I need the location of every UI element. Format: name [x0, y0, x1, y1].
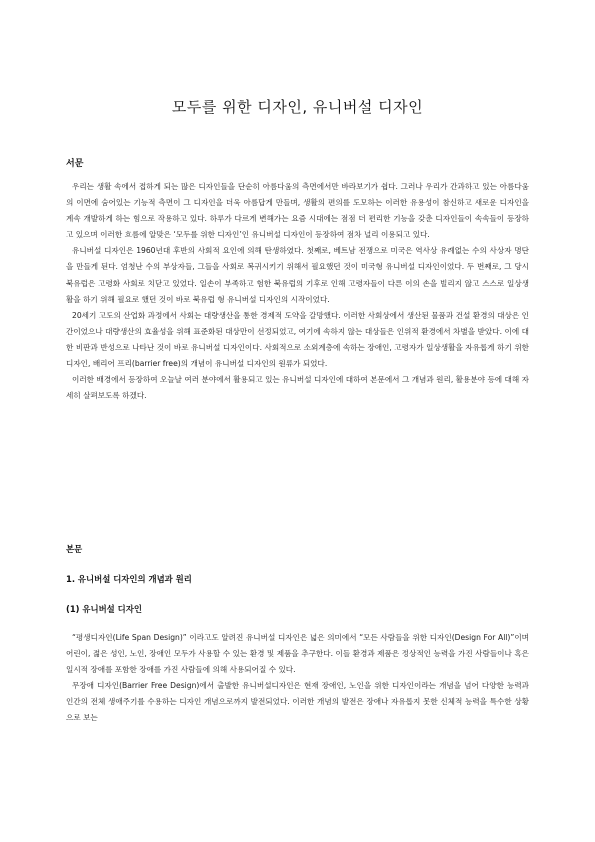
- intro-paragraph-4: 이러한 배경에서 등장하여 오늘날 여러 분야에서 활용되고 있는 유니버설 디자인에 대하여 본문에서 그 개념과 원리, 활용분야 등에 대해 자세히 살펴보도록 하겠다.: [66, 375, 529, 401]
- main-heading: 본문: [66, 544, 83, 554]
- section-1-body: [66, 630, 529, 727]
- subsection-1-heading: (1) 유니버설 디자인: [66, 604, 142, 614]
- intro-body: [66, 179, 529, 404]
- intro-paragraph-1: 우리는 생활 속에서 접하게 되는 많은 디자인들을 단순히 아름다움의 측면에서만 바라보기가 쉽다. 그러나 우리가 간과하고 있는 아름다움의 이면에 숨어있는 기능적 측면이 그 디자인을 더욱 아름답게 만들며, 생활의 편의를 도모하는 이러한 유용성이 참신하고 새로운 디자인을 계속 개발하게 하는 힘으로 작용하고 있다. 하루가 다르게 변해가는 요즘 시대에는 점점 더 편리한 기능을 갖춘 디자인들이 속속들이 등장하고 있으며 이러한 흐름에 알맞은 ‘모두를 위한 디자인’인 유니버설 디자인이 등장하여 점차 널리 이용되고 있다.: [66, 182, 529, 240]
- intro-paragraph-2: 유니버설 디자인은 1960년대 후반의 사회적 요인에 의해 탄생하였다. 첫째로, 베트남 전쟁으로 미국은 역사상 유례없는 수의 사상자 명단을 만들게 된다. 엄청난 수의 부상자들, 그들을 사회로 복귀시키기 위해서 필요했던 것이 미국형 유니버설 디자인이었다. 두 번째로, 그 당시 북유럽은 고령화 사회로 치닫고 있었다. 일손이 부족하고 험한 북유럽의 기후로 인해 고령자들이 다른 이의 손을 빌리지 않고 스스로 일상생활을 하기 위해 필요로 했던 것이 바로 북유럽 형 유니버설 디자인의 시작이었다.: [66, 246, 529, 304]
- section-1-heading: 1. 유니버설 디자인의 개념과 원리: [66, 574, 192, 584]
- intro-heading: 서문: [66, 159, 84, 169]
- section-1-paragraph-2: 무장애 디자인(Barrier Free Design)에서 출발한 유니버설디자인은 현재 장애인, 노인을 위한 디자인이라는 개념을 넘어 다양한 능력과 인간의 전체 생애주기를 수용하는 디자인 개념으로까지 발전되었다. 이러한 개념의 발전은 장애나 자유롭지 못한 신체적 능력을 특수한 상황으로 보는: [66, 681, 529, 723]
- intro-paragraph-3: 20세기 고도의 산업화 과정에서 사회는 대량생산을 통한 경제적 도약을 갈망했다. 이러한 사회상에서 생산된 물품과 건설 환경의 대상은 인간이었으나 대량생산의 효율성을 위해 표준화된 대상만이 선정되었고, 여기에 속하지 않는 대상들은 인위적 환경에서 차별을 받았다. 이에 대한 비판과 반성으로 나타난 것이 바로 유니버설 디자인이다. 사회적으로 소외계층에 속하는 장애인, 고령자가 일상생활을 자유롭게 하기 위한 디자인, 배리어 프리(barrier free)의 개념이 유니버설 디자인의 원류가 되었다.: [66, 310, 529, 369]
- section-1-paragraph-1: “평생디자인(Life Span Design)” 이라고도 알려진 유니버설 디자인은 넓은 의미에서 “모든 사람들을 위한 디자인(Design For All)”이며 어린이, 젊은 성인, 노인, 장애인 모두가 사용할 수 있는 환경 및 제품을 추구한다. 이들 환경과 제품은 정상적인 능력을 가진 사람들이나 혹은 일시적 장애를 포함한 장애를 가진 사람들에 의해 사용되어질 수 있다.: [66, 633, 529, 675]
- document-title: 모두를 위한 디자인, 유니버설 디자인: [171, 98, 424, 116]
